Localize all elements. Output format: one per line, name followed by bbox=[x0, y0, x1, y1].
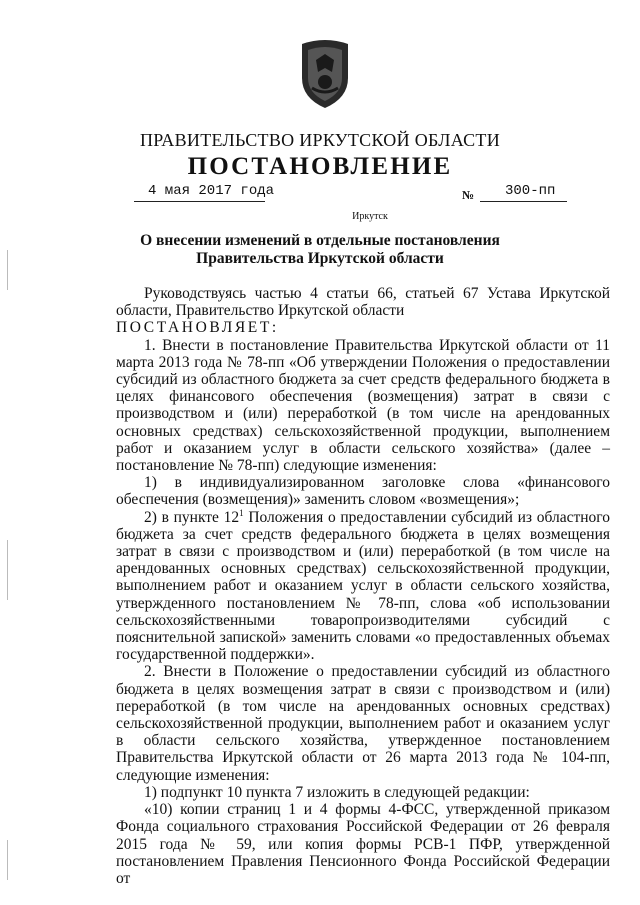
quoted-text-paragraph: «10) копии страниц 1 и 4 формы 4-ФСС, утвержденной приказом Фонда социального страхования Российской Федерации от 26 февраля 2015 года № 59, или копия формы РСВ-1 ПФР, утвержденной постановлением Правления Пенсионного Фонда Российской Федерации от bbox=[116, 801, 610, 887]
subitem-2-1-paragraph: 1) подпункт 10 пункта 7 изложить в следующей редакции: bbox=[144, 783, 530, 801]
number-underline bbox=[480, 201, 567, 202]
document-body bbox=[116, 285, 610, 887]
item-1-paragraph: 1. Внести в постановление Правительства Иркутской области от 11 марта 2013 года № 78-пп «Об утверждении Положения о предоставлении субсидий из областного бюджета за счет средств федерального бюджета в целях финансового обеспечения (возмещения) затрат в связи с производством и (или) переработкой (в том числе на арендованных основных средствах) сельскохозяйственной продукции, выполнением работ и оказанием услуг в области сельского хозяйства» (далее – постановление № 78-пп) следующие изменения: bbox=[116, 336, 610, 475]
document-title: О внесении изменений в отдельные постановления Правительства Иркутской области bbox=[140, 232, 500, 267]
document-number: 300-пп bbox=[505, 183, 556, 199]
document-date: 4 мая 2017 года bbox=[148, 183, 275, 199]
scan-edge-mark bbox=[7, 840, 8, 880]
coat-of-arms-emblem bbox=[296, 38, 354, 110]
scan-edge-mark bbox=[7, 250, 8, 290]
resolves-heading: ПОСТАНОВЛЯЕТ: bbox=[116, 319, 279, 337]
document-type: ПОСТАНОВЛЕНИЕ bbox=[187, 153, 453, 180]
scan-edge-mark bbox=[7, 540, 8, 600]
city-name: Иркутск bbox=[352, 211, 388, 222]
number-sign: № bbox=[462, 188, 475, 202]
item-2-paragraph: 2. Внести в Положение о предоставлении субсидий из областного бюджета в целях возмещения затрат в связи с производством и (или) переработкой (в том числе на арендованных основных средствах) сельскохозяйственной продукции, выполнением работ и оказанием услуг в области сельского хозяйства, утвержденное постановлением Правительства Иркутской области от 26 марта 2013 года № 104-пп, следующие изменения: bbox=[116, 663, 610, 784]
preamble-paragraph: Руководствуясь частью 4 статьи 66, статьей 67 Устава Иркутской области, Правительство Иркутской области bbox=[116, 285, 610, 320]
subitem-2-superscript: 1 bbox=[239, 507, 244, 518]
government-name: ПРАВИТЕЛЬСТВО ИРКУТСКОЙ ОБЛАСТИ bbox=[139, 130, 501, 150]
subitem-1-paragraph: 1) в индивидуализированном заголовке слова «финансового обеспечения (возмещения)» заменить словом «возмещения»; bbox=[116, 474, 610, 509]
subitem-2-lead: 2) в пункте 12 bbox=[144, 508, 240, 526]
subitem-2-paragraph bbox=[116, 509, 610, 664]
subitem-2-text: Положения о предоставлении субсидий из областного бюджета за счет средств федерального бюджета в целях возмещения затрат в связи с производством и (или) переработкой (в том числе на арендованных основных средствах) сельскохозяйственной продукции, выполнением работ и оказанием услуг в области сельского хозяйства, утвержденного постановлением № 78-пп, слова «об использовании сельскохозяйственными товаропроизводителями субсидий с пояснительной запиской» заменить словами «о предоставленных объемах государственной поддержки». bbox=[116, 508, 610, 664]
date-underline bbox=[134, 201, 265, 202]
